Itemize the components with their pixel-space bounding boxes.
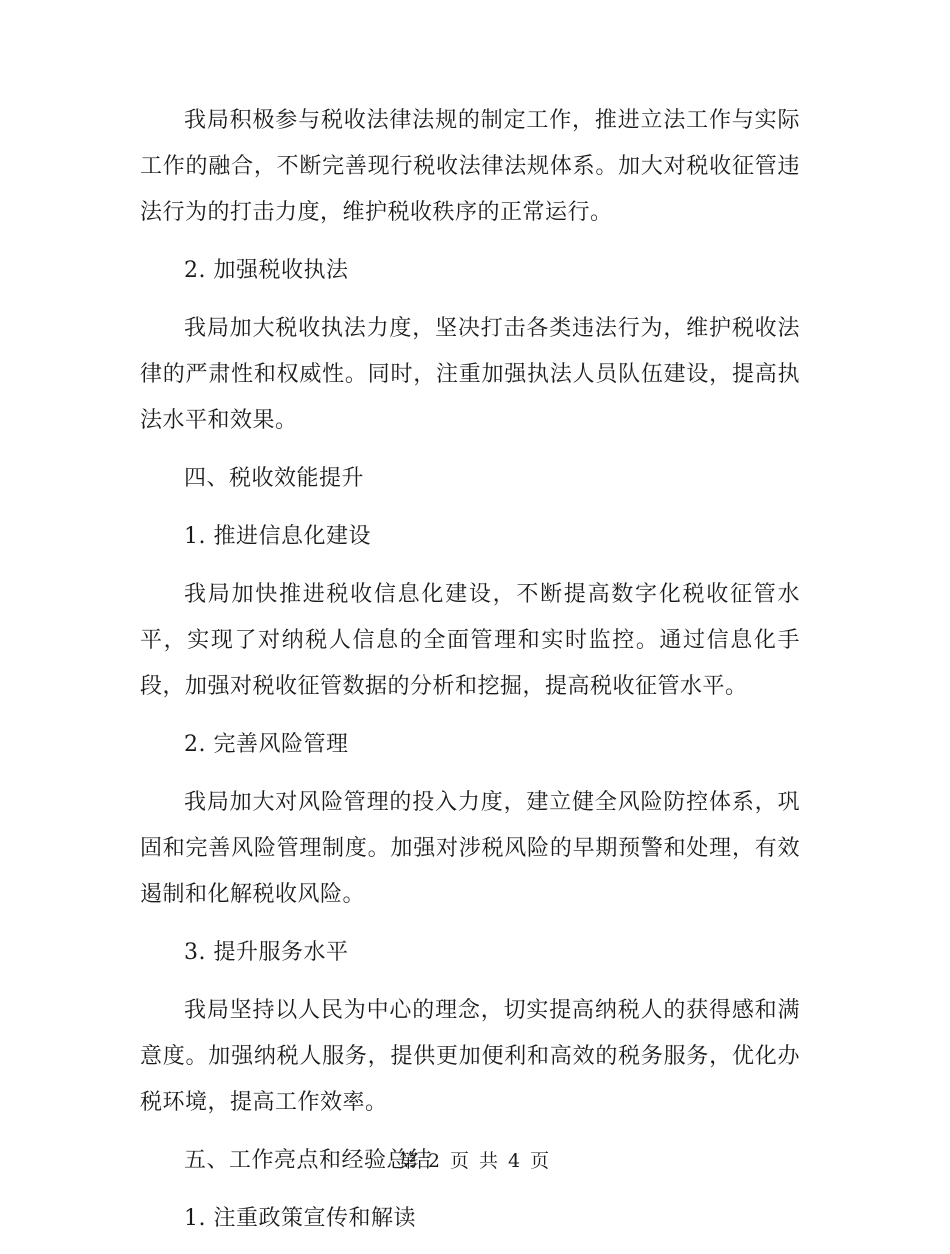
document-body — [140, 98, 800, 1254]
heading-informatization: 1. 推进信息化建设 — [184, 524, 371, 549]
heading-service-level: 3. 提升服务水平 — [184, 940, 349, 965]
paragraph-service-level: 我局坚持以人民为中心的理念，切实提高纳税人的获得感和满意度。加强纳税人服务，提供更加便利和高效的税务服务，优化办税环境，提高工作效率。 — [140, 998, 800, 1115]
heading-risk-management: 2. 完善风险管理 — [184, 732, 349, 757]
heading-strengthen-enforcement: 2. 加强税收执法 — [184, 258, 349, 283]
section-heading-efficiency: 四、税收效能提升 — [184, 466, 365, 491]
section-heading-highlights: 五、工作亮点和经验总结 — [184, 1148, 432, 1173]
paragraph-enforcement: 我局加大税收执法力度，坚决打击各类违法行为，维护税收法律的严肃性和权威性。同时，注重加强执法人员队伍建设，提高执法水平和效果。 — [140, 316, 800, 433]
paragraph-risk-management: 我局加大对风险管理的投入力度，建立健全风险防控体系，巩固和完善风险管理制度。加强对涉税风险的早期预警和处理，有效遏制和化解税收风险。 — [140, 790, 800, 907]
paragraph-informatization: 我局加快推进税收信息化建设，不断提高数字化税收征管水平，实现了对纳税人信息的全面管理和实时监控。通过信息化手段，加强对税收征管数据的分析和挖掘，提高税收征管水平。 — [140, 582, 800, 699]
heading-policy-publicity: 1. 注重政策宣传和解读 — [184, 1206, 416, 1231]
paragraph-legislation: 我局积极参与税收法律法规的制定工作，推进立法工作与实际工作的融合，不断完善现行税收法律法规体系。加大对税收征管违法行为的打击力度，维护税收秩序的正常运行。 — [140, 108, 800, 225]
page-number-footer: 第 2 页 共 4 页 — [398, 1150, 552, 1172]
